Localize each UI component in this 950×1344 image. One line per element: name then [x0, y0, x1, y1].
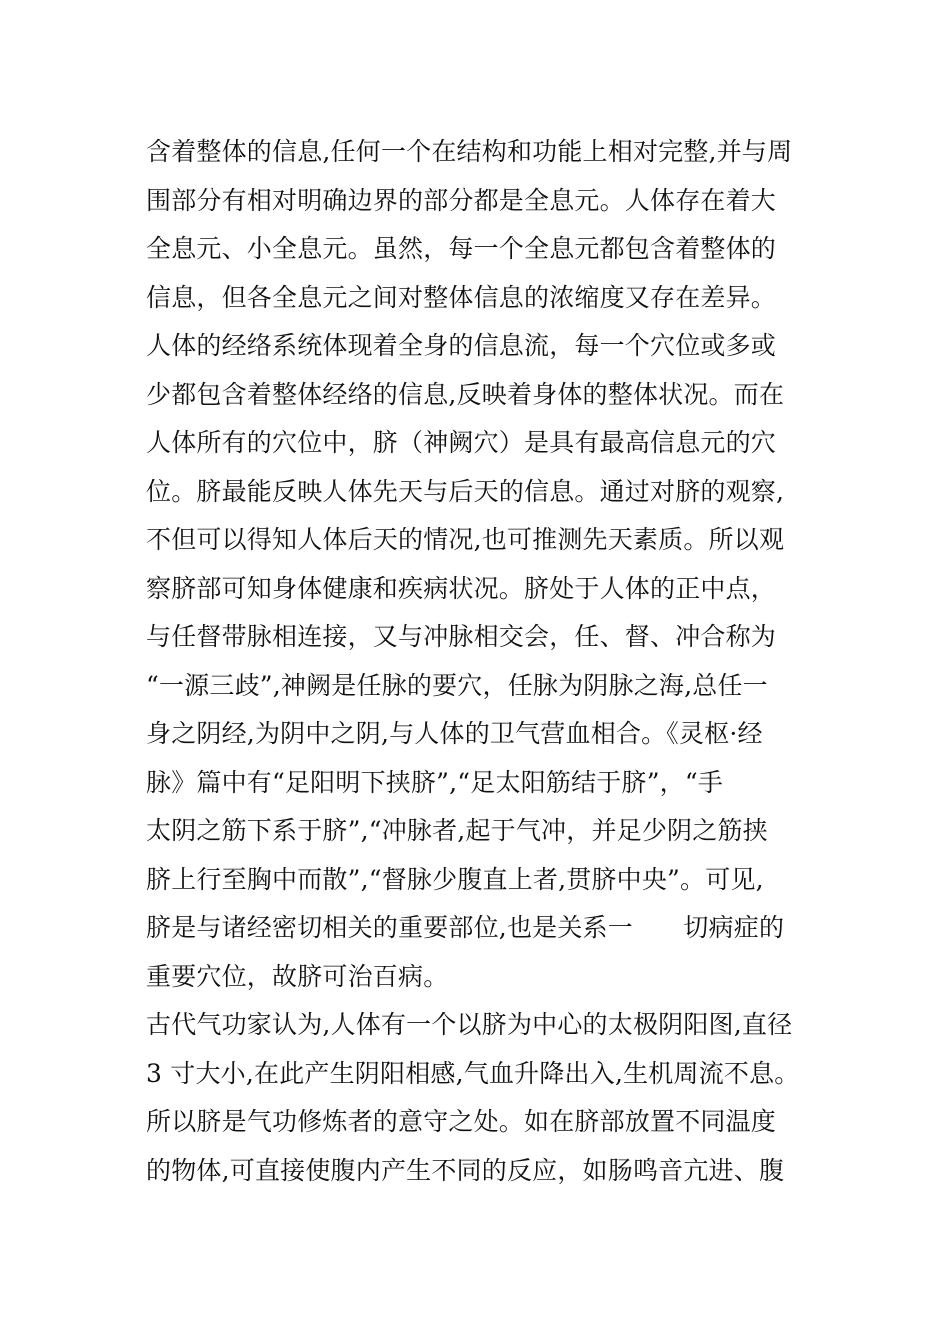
text-line: 不但可以得知人体后天的情况,也可推测先天素质。所以观: [146, 525, 785, 554]
text-line: 古代气功家认为,人体有一个以脐为中心的太极阴阳图,直径: [146, 1010, 793, 1039]
text-line: 人体的经络系统体现着全身的信息流，每一个穴位或多或: [146, 331, 777, 360]
body-text: [146, 128, 826, 1195]
text-line: 所以脐是气功修炼者的意守之处。如在脐部放置不同温度: [146, 1107, 777, 1136]
text-line: 脐是与诸经密切相关的重要部位,也是关系一 切病症的: [146, 913, 785, 942]
text-line: 少都包含着整体经络的信息,反映着身体的整体状况。而在: [146, 379, 785, 409]
text-line: 太阴之筋下系于脐”,“冲脉者,起于气冲，并足少阴之筋挟: [146, 816, 768, 845]
text-line: 含着整体的信息,任何一个在结构和功能上相对完整,并与周: [146, 137, 793, 166]
text-line: 全息元、小全息元。虽然，每一个全息元都包含着整体的: [146, 234, 777, 263]
text-line: 人体所有的穴位中，脐（神阙穴）是具有最高信息元的穴: [146, 428, 777, 457]
text-line: “一源三歧”,神阙是任脉的要穴，任脉为阴脉之海,总任一: [146, 670, 768, 700]
text-line: 身之阴经,为阴中之阴,与人体的卫气营血相合。《灵枢·经: [146, 719, 763, 748]
text-line: 围部分有相对明确边界的部分都是全息元。人体存在着大: [146, 185, 777, 215]
text-line: 重要穴位，故脐可治百病。: [146, 961, 449, 991]
text-line: 位。脐最能反映人体先天与后天的信息。通过对脐的观察,: [146, 476, 785, 506]
text-line: 察脐部可知身体健康和疾病状况。脐处于人体的正中点，: [146, 573, 777, 603]
text-line: 信息，但各全息元之间对整体信息的浓缩度又存在差异。: [146, 282, 777, 312]
text-line: 脉》篇中有“足阳明下挟脐”,“足太阳筋结于脐”，“手: [146, 767, 724, 797]
text-line: 的物体,可直接使腹内产生不同的反应，如肠鸣音亢进、腹: [146, 1155, 785, 1185]
text-line: 3 寸大小,在此产生阴阳相感,气血升降出入,生机周流不息。: [146, 1058, 800, 1088]
text-line: 脐上行至胸中而散”,“督脉少腹直上者,贯脐中央”。可见,: [146, 864, 764, 894]
text-line: 与任督带脉相连接，又与冲脉相交会，任、督、冲合称为: [146, 622, 777, 651]
